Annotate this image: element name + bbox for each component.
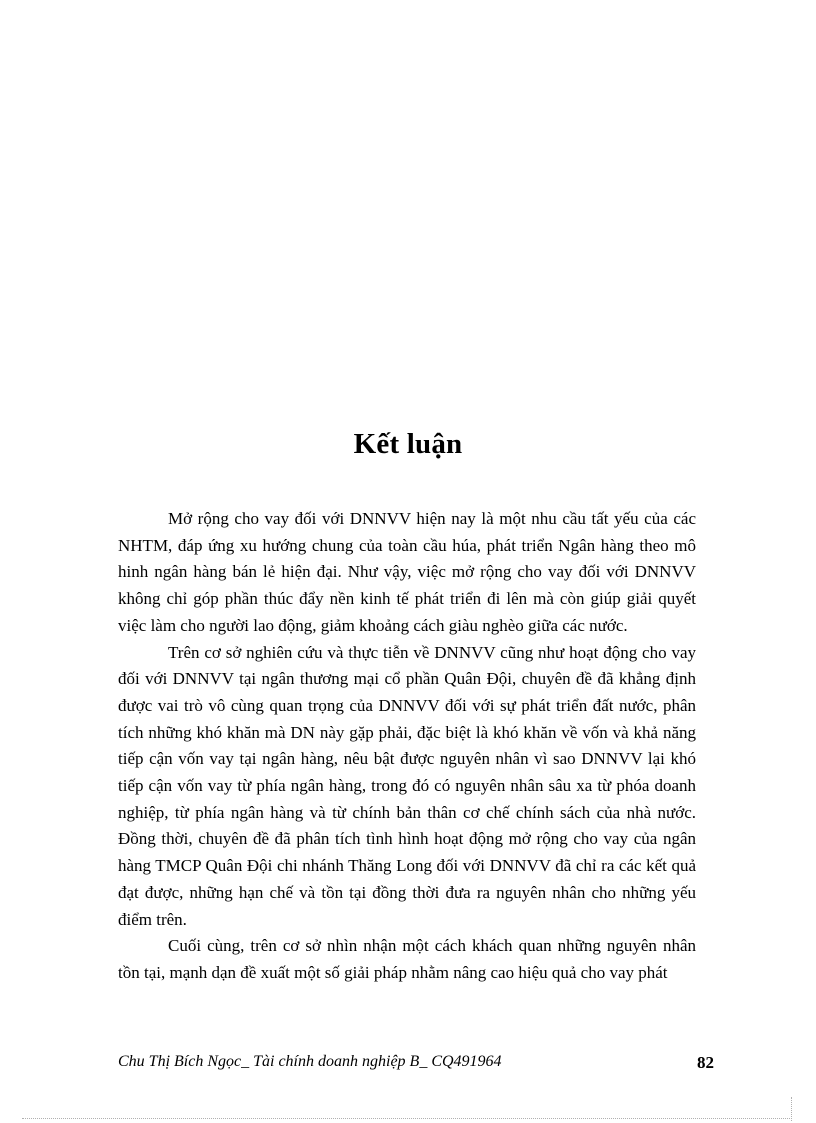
bottom-dotted-rule xyxy=(22,1118,792,1119)
page-title: Kết luận xyxy=(353,428,463,460)
paragraph-2: Trên cơ sở nghiên cứu và thực tiễn về DNNVV cũng như hoạt động cho vay đối với DNNVV tại ngân thương mại cổ phần Quân Đội, chuyên đề đã khẳng định được vai trò vô cùng quan trọng của DNNVV đối với sự phát triển đất nước, phân tích những khó khăn mà DN này gặp phải, đặc biệt là khó khăn về vốn và khả năng tiếp cận vốn vay tại ngân hàng, nêu bật được nguyên nhân vì sao DNNVV lại khó tiếp cận vốn vay từ phía ngân hàng, trong đó có nguyên nhân sâu xa từ phóa doanh nghiệp, từ phía ngân hàng và từ chính bản thân cơ chế chính sách của nhà nước. Đồng thời, chuyên đề đã phân tích tình hình hoạt động mở rộng cho vay của ngân hàng TMCP Quân Đội chi nhánh Thăng Long đối với DNNVV đã chỉ ra các kết quả đạt được, những hạn chế và tồn tại đồng thời đưa ra nguyên nhân cho những yếu điểm trên. xyxy=(118,642,696,929)
page-number: 82 xyxy=(697,1053,714,1072)
page-footer xyxy=(118,1053,714,1077)
paragraph-1: Mở rộng cho vay đối với DNNVV hiện nay là một nhu cầu tất yếu của các NHTM, đáp ứng xu hướng chung của toàn cầu húa, phát triển Ngân hàng theo mô hinh ngân hàng bán lẻ hiện đại. Như vậy, việc mở rộng cho vay đối với DNNVV không chỉ góp phần thúc đẩy nền kinh tế phát triển đi lên mà còn giúp giải quyết việc làm cho người lao động, giảm khoảng cách giàu nghèo giữa các nước. xyxy=(118,509,696,635)
body-text xyxy=(118,506,696,987)
corner-dotted-rule xyxy=(791,1097,792,1121)
footer-author: Chu Thị Bích Ngọc_ Tài chính doanh nghiệp B_ CQ491964 xyxy=(118,1053,502,1070)
paragraph-3: Cuối cùng, trên cơ sở nhìn nhận một cách khách quan những nguyên nhân tồn tại, mạnh dạn đề xuất một số giải pháp nhằm nâng cao hiệu quả cho vay phát xyxy=(118,936,696,982)
